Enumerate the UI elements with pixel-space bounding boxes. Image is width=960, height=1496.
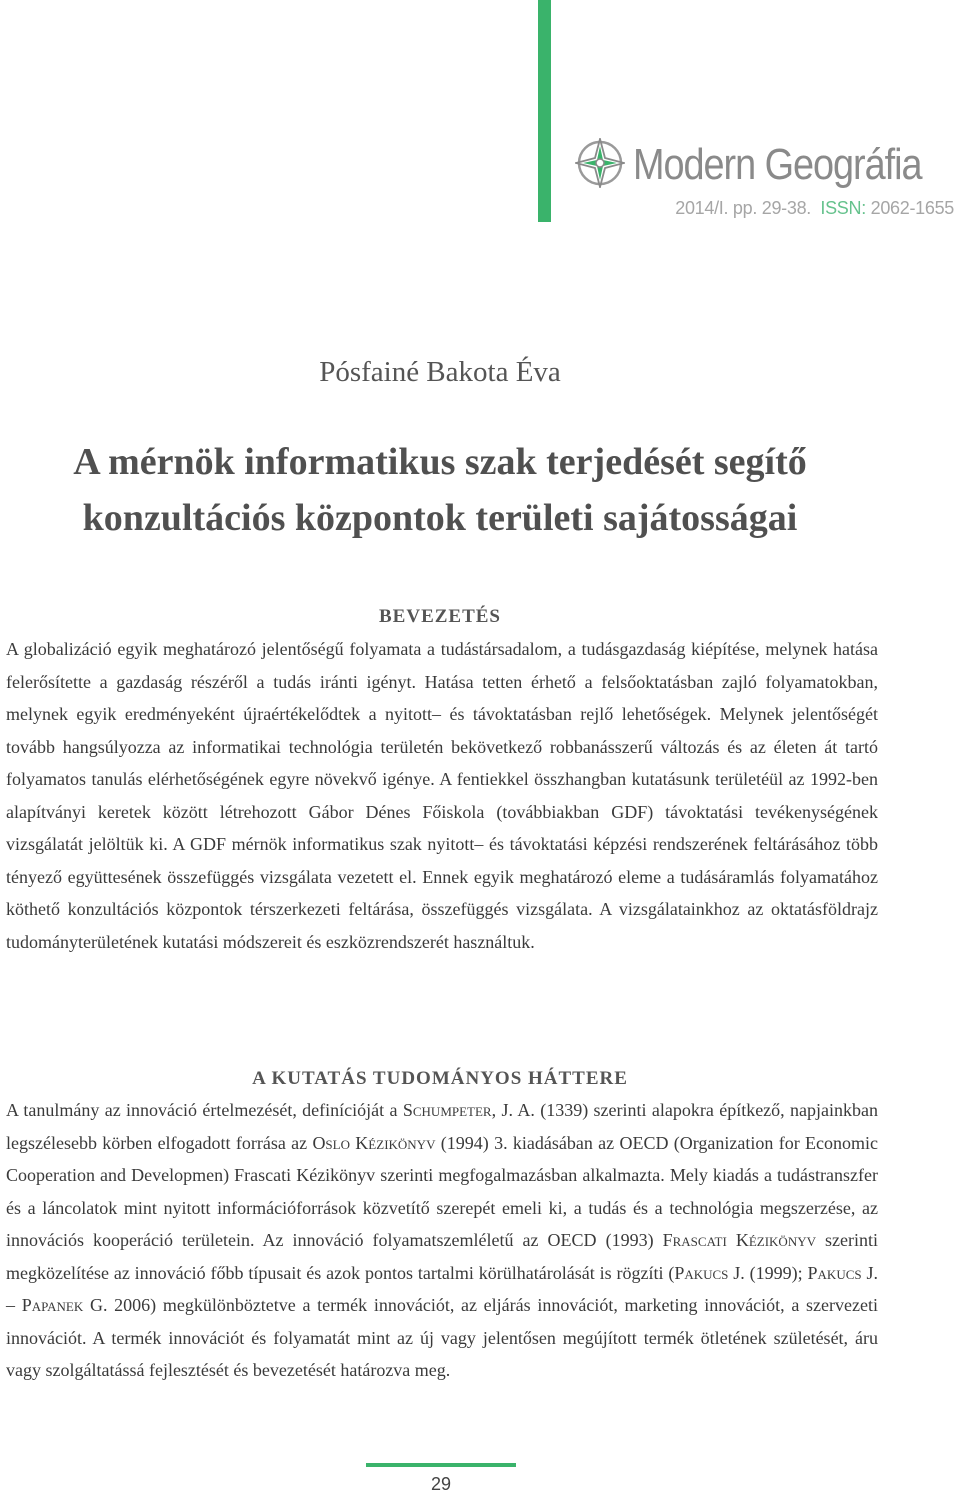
article-title-line-2: konzultációs központok területi sajátosságai (82, 497, 798, 539)
cited-source-frascati-manual: Frascati Kézikönyv (662, 1230, 816, 1250)
article-author: Pósfainé Bakota Éva (319, 356, 561, 388)
cited-author-papanek: Papanek (21, 1295, 84, 1315)
paragraph-text: J. (1999); (728, 1262, 808, 1283)
paragraph-text: szerinti megközelítése az innováció főbb típusait és azok pontos tartalmi körülhatárolását is rögzíti ( (6, 1230, 878, 1283)
compass-star-logo-icon (575, 138, 625, 188)
paragraph-text: (1994) 3. kiadásában az OECD (Organization for Economic Cooperation and Developmen) Frascati Kézikönyv szerinti megfogalmazásban alkalmazta. Mely kiadás a tudástranszfer és a láncolatok mint nyitott információforrások közvetítő szerepét emeli ki, a tudás és a technológia megszerzése, az innovációs kooperáció területein. Az innováció folyamatszemléletű az OECD (1993) (6, 1132, 878, 1250)
paragraph-text: A tanulmány az innováció értelmezését, definícióját a (6, 1100, 403, 1120)
issn-value: 2062-1655 (870, 198, 954, 218)
cited-author-pakucs: Pakucs (674, 1262, 729, 1283)
paragraph-text: J. – (6, 1262, 878, 1315)
section-paragraph-introduction: A globalizáció egyik meghatározó jelentőségű folyamata a tudástársadalom, a tudásgazdaság kiépítése, melynek hatása felerősítette a gazdaság részéről a tudás iránti igényt. Hatása tetten érhető a felsőoktatásban zajló folyamatokban, melynek egyik eredményeként újraértékelődtek a nyitott– és távoktatásban rejlő lehetőségek. Melynek jelentőségét tovább hangsúlyozza az informatikai technológia területén bekövetkező robbanásszerű változás és az életen át tartó folyamatos tanulás elérhetőségének egyre növekvő igénye. A fentiekkel összhangban kutatásunk területéül az 1992-ben alapítványi keretek között létrehozott Gábor Dénes Főiskola (továbbiakban GDF) távoktatási tevékenységének vizsgálatát jelöltük ki. A GDF mérnök informatikus szak nyitott– és távoktatási képzési rendszerének feltárásához több tényező együttesének összefüggés vizsgálata vezetett el. Ennek egyik meghatározó eleme a tudásáramlás folyamatához köthető konzultációs központok térszerkezeti feltárása, összefüggés vizsgálata. A vizsgálatainkhoz az oktatásföldrajz tudományterületének kutatási módszereit és eszközrendszerét használtuk. (6, 639, 878, 952)
article-title (0, 434, 880, 546)
journal-header (575, 132, 960, 222)
section-heading-introduction: BEVEZETÉS (379, 606, 501, 627)
section-paragraph-background (6, 1094, 878, 1387)
page-number: 29 (430, 1474, 452, 1494)
article-title-line-1: A mérnök informatikus szak terjedését segítő (73, 441, 807, 483)
header-accent-bar (538, 0, 551, 222)
issue-pages: 2014/I. pp. 29-38. (675, 198, 811, 218)
cited-author-pakucs: Pakucs (807, 1262, 862, 1283)
cited-author-schumpeter: Schumpeter (402, 1100, 492, 1120)
footer-accent-line (366, 1463, 516, 1467)
journal-name: Modern Geográfia (633, 140, 922, 189)
issn-label: ISSN: (820, 198, 866, 218)
paragraph-text: G. 2006) megkülönböztetve a termék innovációt, az eljárás innovációt, marketing innovációt, a szervezeti innovációt. A termék innovációt és folyamatát mint az új vagy jelentősen megújított termék ötletének születését, áru vagy szolgáltatássá fejlesztését és bevezetését határozva meg. (6, 1295, 878, 1380)
paragraph-text: , J. A. (1339) szerinti alapokra építkező, napjainkban legszélesebb körben elfogadott forrása az (6, 1100, 878, 1153)
section-heading-background: A KUTATÁS TUDOMÁNYOS HÁTTERE (252, 1068, 628, 1089)
journal-issue-info (675, 198, 954, 219)
cited-source-oslo-manual: Oslo Kézikönyv (312, 1132, 436, 1153)
